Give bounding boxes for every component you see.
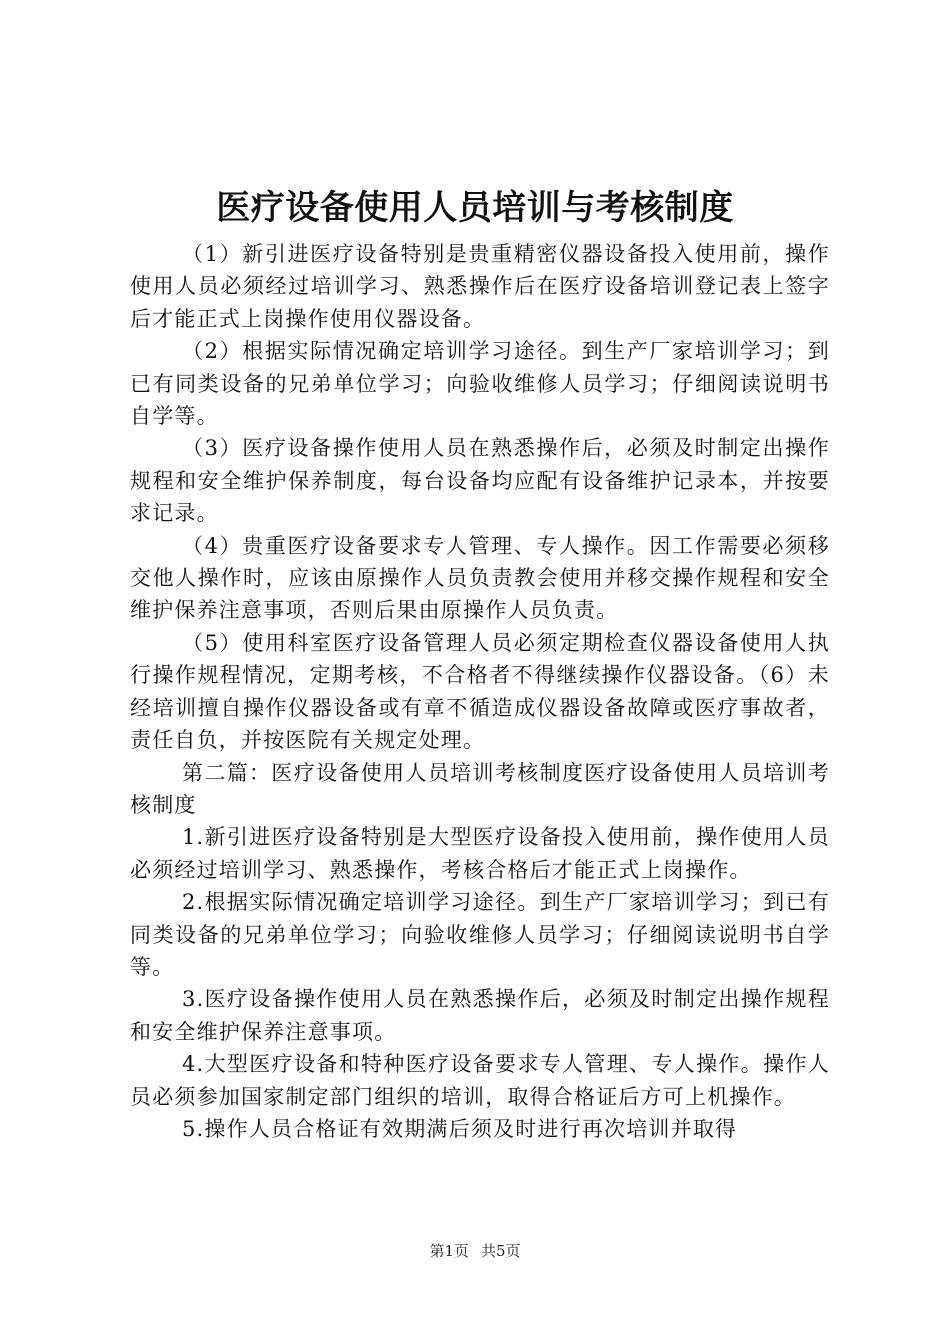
paragraph-3: （3）医疗设备操作使用人员在熟悉操作后，必须及时制定出操作规程和安全维护保养制度，每台设备均应配有设备维护记录本，并按要求记录。 (130, 436, 830, 526)
page-number: 第1页 (429, 1242, 469, 1260)
paragraph-9: 4.大型医疗设备和特种医疗设备要求专人管理、专人操作。操作人员必须参加国家制定部门组织的培训，取得合格证后方可上机操作。 (130, 1052, 830, 1109)
paragraph-7: 2.根据实际情况确定培训学习途径。到生产厂家培训学习；到已有同类设备的兄弟单位学习；向验收维修人员学习；仔细阅读说明书自学等。 (130, 890, 830, 979)
document-body (130, 238, 830, 1145)
page-total: 共5页 (481, 1242, 521, 1260)
document-title: 医疗设备使用人员培训与考核制度 (216, 188, 734, 228)
paragraph-6: 1.新引进医疗设备特别是大型医疗设备投入使用前，操作使用人员必须经过培训学习、熟悉操作，考核合格后才能正式上岗操作。 (130, 825, 830, 882)
paragraph-8: 3.医疗设备操作使用人员在熟悉操作后，必须及时制定出操作规程和安全维护保养注意事项。 (130, 987, 830, 1044)
paragraph-10: 5.操作人员合格证有效期满后须及时进行再次培训并取得 (182, 1116, 738, 1141)
paragraph-5: （5）使用科室医疗设备管理人员必须定期检查仪器设备使用人执行操作规程情况，定期考核，不合格者不得继续操作仪器设备。（6）未经培训擅自操作仪器设备或有章不循造成仪器设备故障或医疗事故者，责任自负，并按医院有关规定处理。 (130, 630, 830, 753)
section-heading-second: 第二篇：医疗设备使用人员培训考核制度医疗设备使用人员培训考核制度 (130, 760, 830, 817)
page-footer (0, 1240, 950, 1262)
paragraph-4: （4）贵重医疗设备要求专人管理、专人操作。因工作需要必须移交他人操作时，应该由原操作人员负责教会使用并移交操作规程和安全维护保养注意事项，否则后果由原操作人员负责。 (130, 533, 830, 623)
paragraph-2: （2）根据实际情况确定培训学习途径。到生产厂家培训学习；到已有同类设备的兄弟单位学习；向验收维修人员学习；仔细阅读说明书自学等。 (130, 339, 830, 429)
paragraph-1: （1）新引进医疗设备特别是贵重精密仪器设备投入使用前，操作使用人员必须经过培训学习、熟悉操作后在医疗设备培训登记表上签字后才能正式上岗操作使用仪器设备。 (130, 242, 830, 331)
